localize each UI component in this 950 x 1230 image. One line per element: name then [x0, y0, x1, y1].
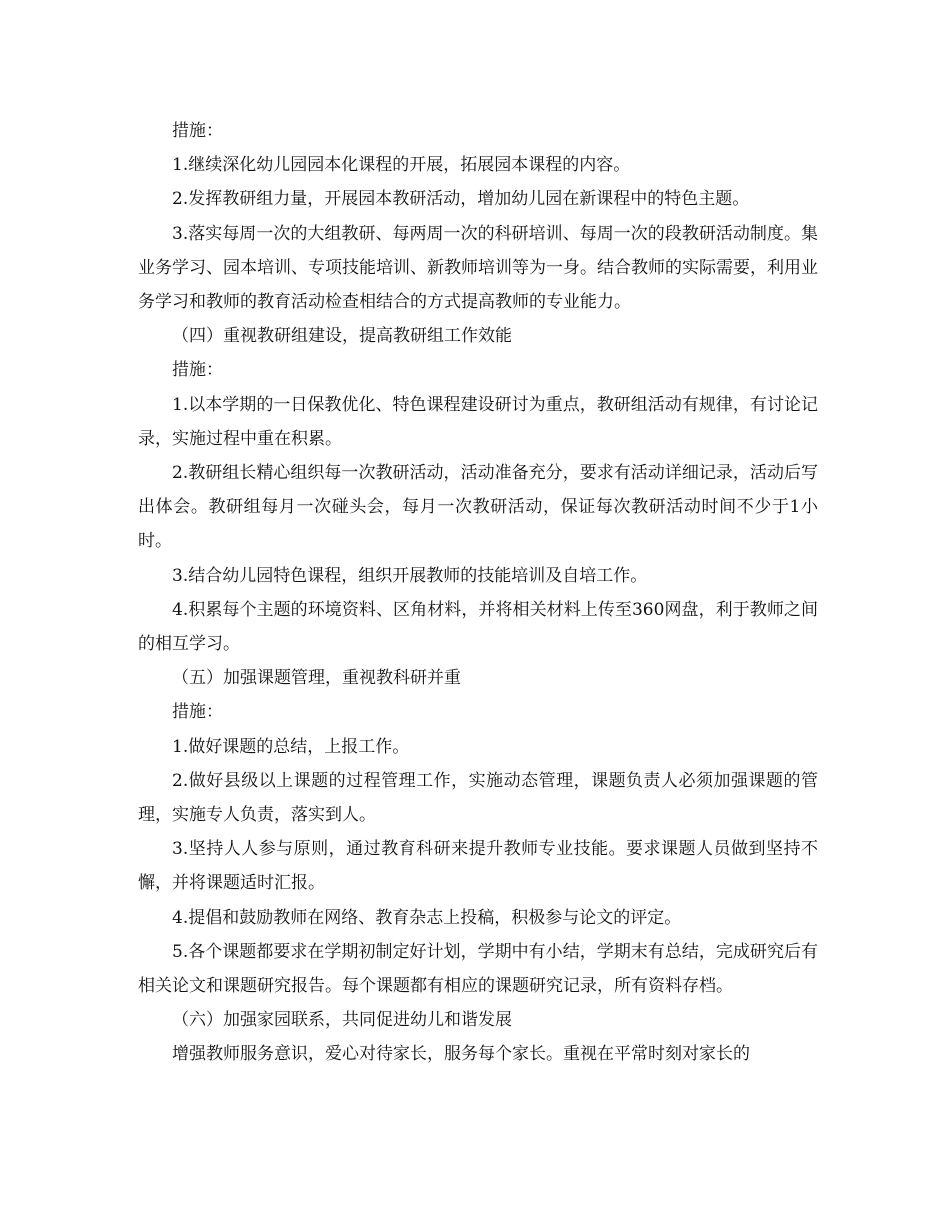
- paragraph-item: 3.结合幼儿园特色课程，组织开展教师的技能培训及自培工作。: [172, 565, 648, 586]
- paragraph-measures-label: 措施：: [172, 702, 223, 723]
- paragraph-item: 2.做好县级以上课题的过程管理工作，实施动态管理，课题负责人必须加强课题的管理，实施专人负责，落实到人。: [138, 770, 818, 826]
- paragraph-item: 4.积累每个主题的环境资料、区角材料，并将相关材料上传至360网盘，利于教师之间的相互学习。: [138, 599, 818, 655]
- paragraph-item: 2.发挥教研组力量，开展园本教研活动，增加幼儿园在新课程中的特色主题。: [172, 189, 750, 210]
- section-heading: （四）重视教研组建设，提高教研组工作效能: [172, 326, 512, 347]
- paragraph-item: 1.继续深化幼儿园园本化课程的开展，拓展园本课程的内容。: [172, 155, 631, 176]
- paragraph-measures-label: 措施：: [172, 121, 223, 141]
- paragraph-item: 5.各个课题都要求在学期初制定好计划，学期中有小结，学期末有总结，完成研究后有相关论文和课题研究报告。每个课题都有相应的课题研究记录，所有资料存档。: [138, 941, 818, 997]
- section-heading: （六）加强家园联系，共同促进幼儿和谐发展: [172, 1010, 512, 1031]
- paragraph-item: 2.教研组长精心组织每一次教研活动，活动准备充分，要求有活动详细记录，活动后写出体会。教研组每月一次碰头会，每月一次教研活动，保证每次教研活动时间不少于1小时。: [138, 463, 818, 552]
- paragraph-measures-label: 措施：: [172, 360, 223, 381]
- document-body: [138, 114, 818, 1072]
- paragraph-item: 3.坚持人人参与原则，通过教育科研来提升教师专业技能。要求课题人员做到坚持不懈，并将课题适时汇报。: [138, 839, 818, 894]
- paragraph-item: 3.落实每周一次的大组教研、每两周一次的科研培训、每周一次的段教研活动制度。集业务学习、园本培训、专项技能培训、新教师培训等为一身。结合教师的实际需要，利用业务学习和教师的教育活动检查相结合的方式提高教师的专业能力。: [138, 223, 818, 313]
- paragraph-item: 4.提倡和鼓励教师在网络、教育杂志上投稿，积极参与论文的评定。: [172, 907, 682, 928]
- paragraph-item: 1.做好课题的总结，上报工作。: [172, 736, 410, 757]
- section-heading: （五）加强课题管理，重视教科研并重: [172, 668, 461, 689]
- paragraph-item: 增强教师服务意识，爱心对待家长，服务每个家长。重视在平常时刻对家长的: [172, 1044, 750, 1065]
- paragraph-item: 1.以本学期的一日保教优化、特色课程建设研讨为重点，教研组活动有规律，有讨论记录，实施过程中重在积累。: [138, 394, 818, 449]
